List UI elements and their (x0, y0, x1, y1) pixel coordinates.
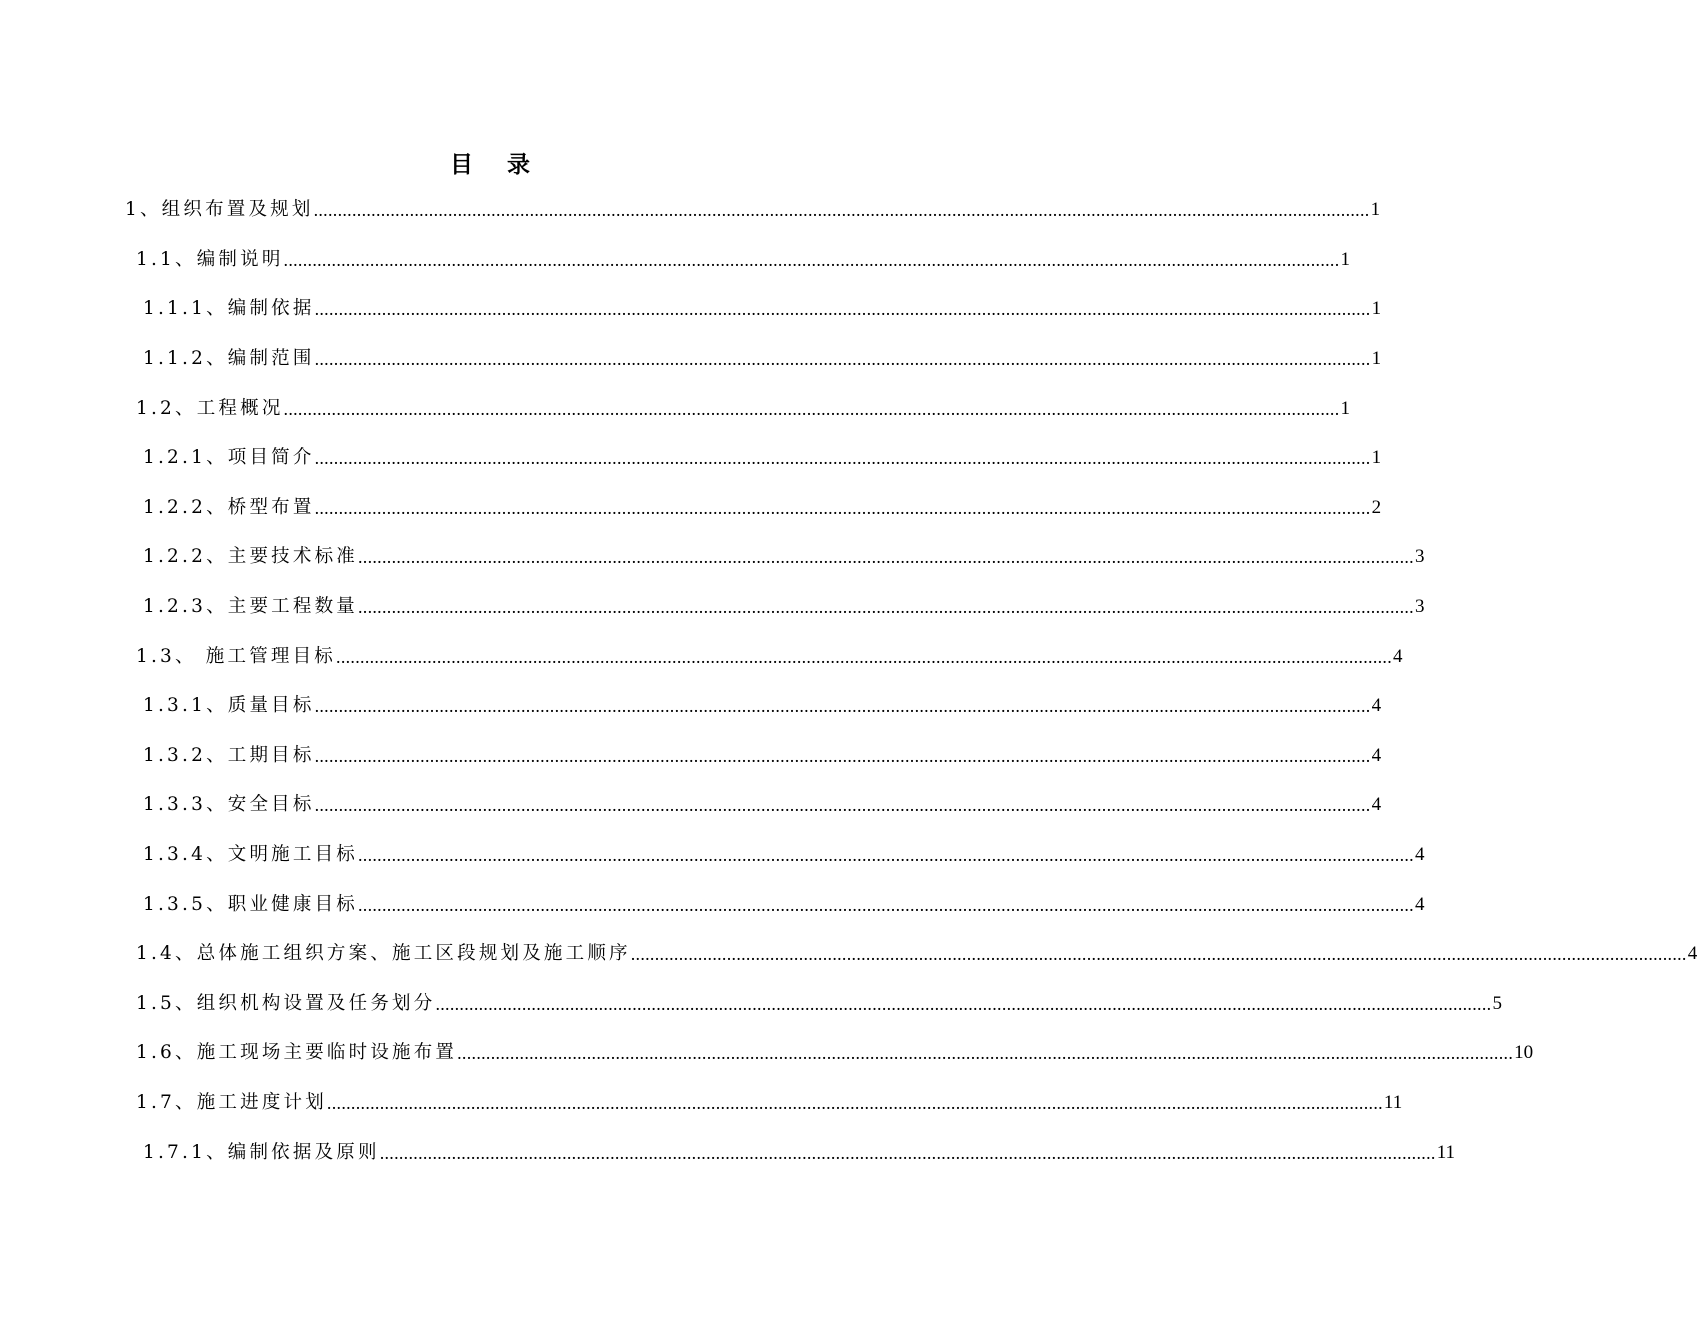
toc-leader-dots: ............................................................................................................................................................................................................................ (379, 1143, 1436, 1163)
toc-entry[interactable] (143, 890, 1425, 920)
toc-entry[interactable] (136, 642, 1403, 672)
toc-entry-page: 1 (1340, 398, 1351, 419)
toc-leader-dots: ............................................................................................................................................................................................................................ (314, 795, 1371, 815)
toc-entry-page: 11 (1436, 1142, 1455, 1163)
toc-leader-dots: ............................................................................................................................................................................................................................ (630, 944, 1687, 964)
toc-leader-dots: ............................................................................................................................................................................................................................ (314, 696, 1371, 716)
toc-entry[interactable] (136, 989, 1502, 1019)
toc-leader-dots: ............................................................................................................................................................................................................................ (314, 498, 1371, 518)
toc-entry[interactable] (143, 493, 1382, 523)
toc-entry-page: 5 (1492, 993, 1502, 1014)
toc-entry[interactable] (143, 790, 1382, 820)
toc-entry[interactable] (136, 1088, 1403, 1118)
toc-entry[interactable] (143, 592, 1425, 622)
toc-entry-page: 4 (1371, 794, 1382, 815)
toc-entry-page: 4 (1371, 745, 1382, 766)
toc-entry-label: 1.3.3、安全目标 (143, 794, 315, 815)
toc-leader-dots: ............................................................................................................................................................................................................................ (357, 845, 1414, 865)
toc-entry-page: 2 (1371, 497, 1382, 518)
toc-entry[interactable] (125, 195, 1381, 225)
toc-leader-dots: ............................................................................................................................................................................................................................ (314, 349, 1371, 369)
toc-leader-dots: ............................................................................................................................................................................................................................ (314, 448, 1371, 468)
toc-entry[interactable] (143, 542, 1425, 572)
toc-entry-label: 1.2、工程概况 (136, 398, 284, 419)
toc-entry-label: 1.7.1、编制依据及原则 (143, 1142, 380, 1163)
toc-leader-dots: ............................................................................................................................................................................................................................ (336, 647, 1393, 667)
toc-entry-page: 4 (1414, 844, 1425, 865)
toc-title-right: 录 (507, 151, 530, 178)
toc-entry-label: 1.1.2、编制范围 (143, 348, 315, 369)
toc-entry-label: 1.2.2、桥型布置 (143, 497, 315, 518)
toc-leader-dots: ............................................................................................................................................................................................................................ (314, 746, 1371, 766)
toc-leader-dots: ............................................................................................................................................................................................................................ (326, 1093, 1383, 1113)
toc-entry-label: 1.5、组织机构设置及任务划分 (136, 993, 436, 1014)
toc-entry-label: 1.3、 施工管理目标 (136, 646, 337, 667)
toc-leader-dots: ............................................................................................................................................................................................................................ (357, 597, 1414, 617)
toc-title-left: 目 (450, 151, 473, 178)
toc-entry[interactable] (143, 840, 1425, 870)
toc-entry-page: 1 (1371, 298, 1382, 319)
toc-leader-dots: ............................................................................................................................................................................................................................ (357, 547, 1414, 567)
toc-entry-page: 4 (1687, 943, 1697, 964)
toc-entry-label: 1.1、编制说明 (136, 249, 284, 270)
toc-entry-label: 1.2.2、主要技术标准 (143, 546, 358, 567)
toc-entry-page: 11 (1383, 1092, 1403, 1113)
toc-entry[interactable] (143, 1138, 1455, 1168)
toc-entry[interactable] (143, 344, 1382, 374)
toc-entry-page: 1 (1371, 447, 1382, 468)
toc-entry-page: 1 (1340, 249, 1351, 270)
toc-leader-dots: ............................................................................................................................................................................................................................ (283, 250, 1340, 270)
toc-entry[interactable] (143, 691, 1382, 721)
toc-entry-label: 1、组织布置及规划 (125, 199, 314, 220)
toc-entry-page: 4 (1371, 695, 1382, 716)
toc-entry-page: 3 (1414, 596, 1425, 617)
toc-leader-dots: ............................................................................................................................................................................................................................ (357, 895, 1414, 915)
toc-entry-label: 1.7、施工进度计划 (136, 1092, 327, 1113)
toc-entry[interactable] (136, 1038, 1534, 1068)
toc-leader-dots: ............................................................................................................................................................................................................................ (313, 200, 1370, 220)
toc-entry-label: 1.3.4、文明施工目标 (143, 844, 358, 865)
toc-leader-dots: ............................................................................................................................................................................................................................ (283, 399, 1340, 419)
toc-entry[interactable] (143, 294, 1382, 324)
toc-entry-label: 1.2.3、主要工程数量 (143, 596, 358, 617)
toc-entry[interactable] (136, 245, 1351, 275)
toc-entry-label: 1.3.5、职业健康目标 (143, 894, 358, 915)
toc-entry-label: 1.6、施工现场主要临时设施布置 (136, 1042, 458, 1063)
toc-entry-label: 1.3.1、质量目标 (143, 695, 315, 716)
toc-entry-page: 1 (1370, 199, 1381, 220)
toc-entry-label: 1.2.1、项目简介 (143, 447, 315, 468)
toc-leader-dots: ............................................................................................................................................................................................................................ (457, 1043, 1514, 1063)
toc-entry[interactable] (136, 394, 1351, 424)
toc-title (0, 146, 980, 179)
toc-entry-label: 1.3.2、工期目标 (143, 745, 315, 766)
toc-entry[interactable] (143, 741, 1382, 771)
toc-entry-page: 1 (1371, 348, 1382, 369)
toc-entry-page: 4 (1414, 894, 1425, 915)
toc-leader-dots: ............................................................................................................................................................................................................................ (314, 299, 1371, 319)
toc-entry[interactable] (136, 939, 1697, 969)
toc-entry-page: 10 (1514, 1042, 1534, 1063)
toc-entry-label: 1.4、总体施工组织方案、施工区段规划及施工顺序 (136, 943, 631, 964)
toc-entry-page: 4 (1393, 646, 1403, 667)
toc-leader-dots: ............................................................................................................................................................................................................................ (435, 994, 1492, 1014)
toc-entry[interactable] (143, 443, 1382, 473)
toc-entry-page: 3 (1414, 546, 1425, 567)
toc-entry-label: 1.1.1、编制依据 (143, 298, 315, 319)
